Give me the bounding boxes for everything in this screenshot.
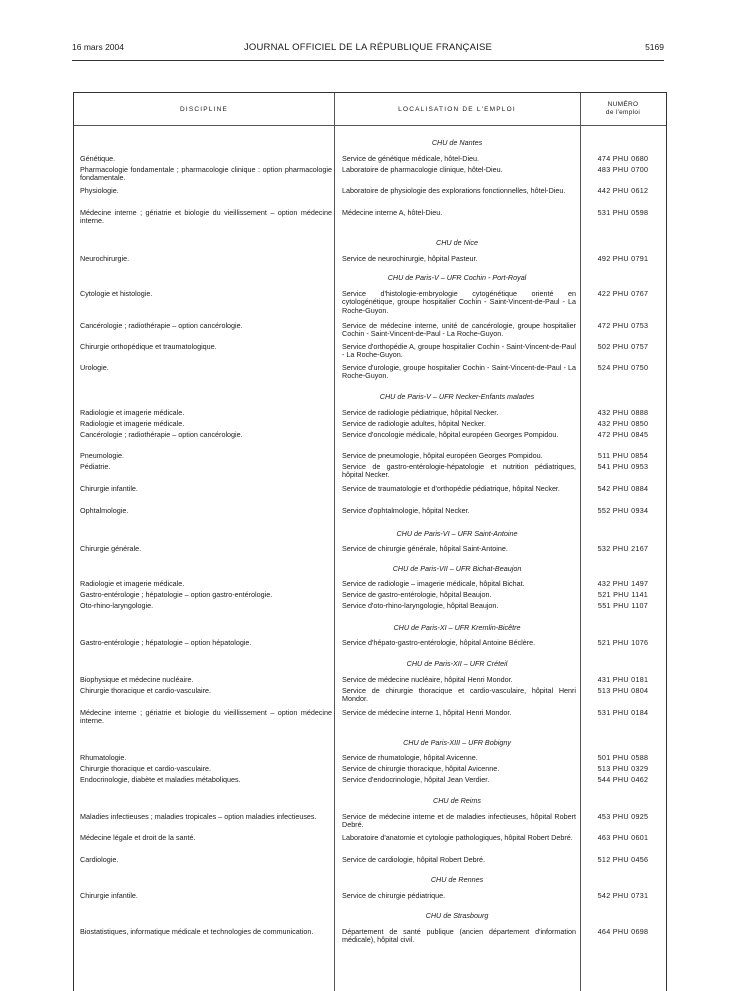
running-header: [72, 42, 664, 56]
discipline-cell: Chirurgie infantile.: [80, 484, 138, 493]
numero-cell: 464 PHU 0698: [597, 927, 649, 936]
section-heading: CHU de Paris-XIII – UFR Bobigny: [403, 738, 511, 747]
localisation-cell: Service de gastro-entérologie-hépatologie et nutrition pédiatriques, hôpital Necker.: [342, 462, 576, 480]
discipline-cell: Pneumologie.: [80, 451, 124, 460]
discipline-cell: Endocrinologie, diabète et maladies métaboliques.: [80, 775, 241, 784]
section-heading: CHU de Paris-V – UFR Cochin - Port-Royal: [387, 273, 527, 282]
discipline-cell: Chirurgie générale.: [80, 544, 142, 553]
discipline-cell: Urologie.: [80, 363, 109, 372]
numero-cell: 511 PHU 0854: [597, 451, 649, 460]
localisation-cell: Service de médecine nucléaire, hôpital Henri Mondor.: [342, 675, 513, 684]
numero-cell: 492 PHU 0791: [597, 254, 649, 263]
section-heading: CHU de Nice: [436, 238, 478, 247]
section-heading: CHU de Reims: [433, 796, 481, 805]
discipline-cell: Pharmacologie fondamentale ; pharmacologie clinique : option pharmacologie fondamentale.: [80, 165, 332, 183]
discipline-cell: Médecine légale et droit de la santé.: [80, 833, 196, 842]
numero-cell: 472 PHU 0753: [597, 321, 649, 330]
localisation-cell: Laboratoire de physiologie des explorations fonctionnelles, hôtel-Dieu.: [342, 186, 566, 195]
numero-cell: 483 PHU 0700: [597, 165, 649, 174]
localisation-cell: Service de radiologie pédiatrique, hôpital Necker.: [342, 408, 499, 417]
numero-cell: 513 PHU 0804: [597, 686, 649, 695]
discipline-cell: Maladies infectieuses ; maladies tropicales – option maladies infectieuses.: [80, 812, 317, 821]
localisation-cell: Service de génétique médicale, hôtel-Dieu.: [342, 154, 480, 163]
header-divider: [74, 125, 666, 126]
numero-cell: 532 PHU 2167: [597, 544, 649, 553]
numero-cell: 542 PHU 0884: [597, 484, 649, 493]
header-discipline: DISCIPLINE: [179, 105, 229, 113]
numero-cell: 422 PHU 0767: [597, 289, 649, 298]
numero-cell: 502 PHU 0757: [597, 342, 649, 351]
numero-cell: 542 PHU 0731: [597, 891, 649, 900]
section-heading: CHU de Paris-VII – UFR Bichat-Beaujon: [392, 564, 522, 573]
numero-cell: 501 PHU 0588: [597, 753, 649, 762]
issue-date: 16 mars 2004: [72, 42, 124, 52]
discipline-cell: Cancérologie ; radiothérapie – option cancérologie.: [80, 321, 243, 330]
localisation-cell: Service de traumatologie et d'orthopédie pédiatrique, hôpital Necker.: [342, 484, 560, 493]
localisation-cell: Service d'oto-rhino-laryngologie, hôpital Beaujon.: [342, 601, 499, 610]
discipline-cell: Radiologie et imagerie médicale.: [80, 579, 185, 588]
localisation-cell: Laboratoire d'anatomie et cytologie pathologiques, hôpital Robert Debré.: [342, 833, 573, 842]
discipline-cell: Médecine interne ; gériatrie et biologie du vieillissement – option médecine interne.: [80, 708, 332, 726]
discipline-cell: Cardiologie.: [80, 855, 119, 864]
section-heading: CHU de Paris-XI – UFR Kremlin-Bicêtre: [393, 623, 521, 632]
section-heading: CHU de Nantes: [431, 138, 483, 147]
discipline-cell: Cancérologie ; radiothérapie – option cancérologie.: [80, 430, 243, 439]
localisation-cell: Service de médecine interne et de maladies infectieuses, hôpital Robert Debré.: [342, 812, 576, 830]
numero-cell: 541 PHU 0953: [597, 462, 649, 471]
numero-cell: 431 PHU 0181: [597, 675, 649, 684]
page-number: 5169: [645, 42, 664, 52]
header-numero: [580, 93, 666, 125]
discipline-cell: Cytologie et histologie.: [80, 289, 153, 298]
column-divider: [334, 93, 335, 991]
numero-cell: 432 PHU 0850: [597, 419, 649, 428]
numero-cell: 552 PHU 0934: [597, 506, 649, 515]
localisation-cell: Service d'hépato-gastro-entérologie, hôpital Antoine Béclère.: [342, 638, 536, 647]
localisation-cell: Service de radiologie – imagerie médicale, hôpital Bichat.: [342, 579, 525, 588]
localisation-cell: Service d'endocrinologie, hôpital Jean Verdier.: [342, 775, 490, 784]
discipline-cell: Gastro-entérologie ; hépatologie – option gastro-entérologie.: [80, 590, 273, 599]
column-divider: [580, 93, 581, 991]
numero-cell: 544 PHU 0462: [597, 775, 649, 784]
localisation-cell: Département de santé publique (ancien département d'information médicale), hôpital civil.: [342, 927, 576, 945]
numero-cell: 531 PHU 0598: [597, 208, 649, 217]
discipline-cell: Gastro-entérologie ; hépatologie – option hépatologie.: [80, 638, 252, 647]
journal-title: JOURNAL OFFICIEL DE LA RÉPUBLIQUE FRANÇAISE: [243, 42, 493, 53]
localisation-cell: Service de cardiologie, hôpital Robert Debré.: [342, 855, 486, 864]
discipline-cell: Rhumatologie.: [80, 753, 127, 762]
section-heading: CHU de Strasbourg: [425, 911, 489, 920]
discipline-cell: Radiologie et imagerie médicale.: [80, 419, 185, 428]
localisation-cell: Service d'urologie, groupe hospitalier Cochin - Saint-Vincent-de-Paul - La Roche-Guyon.: [342, 363, 576, 381]
localisation-cell: Médecine interne A, hôtel-Dieu.: [342, 208, 443, 217]
localisation-cell: Laboratoire de pharmacologie clinique, hôtel-Dieu.: [342, 165, 503, 174]
discipline-cell: Pédiatrie.: [80, 462, 111, 471]
discipline-cell: Ophtalmologie.: [80, 506, 129, 515]
discipline-cell: Chirurgie orthopédique et traumatologique.: [80, 342, 217, 351]
numero-cell: 474 PHU 0680: [597, 154, 649, 163]
localisation-cell: Service de neurochirurgie, hôpital Pasteur.: [342, 254, 478, 263]
numero-cell: 453 PHU 0925: [597, 812, 649, 821]
localisation-cell: Service de pneumologie, hôpital européen Georges Pompidou.: [342, 451, 543, 460]
discipline-cell: Médecine interne ; gériatrie et biologie du vieillissement – option médecine interne.: [80, 208, 332, 226]
localisation-cell: Service de chirurgie thoracique, hôpital Avicenne.: [342, 764, 500, 773]
positions-table: [73, 92, 667, 991]
header-numero-line1: NUMÉRO: [607, 101, 639, 108]
numero-cell: 524 PHU 0750: [597, 363, 649, 372]
discipline-cell: Oto-rhino-laryngologie.: [80, 601, 154, 610]
section-heading: CHU de Paris-VI – UFR Saint-Antoine: [396, 529, 518, 538]
localisation-cell: Service de chirurgie générale, hôpital Saint-Antoine.: [342, 544, 508, 553]
discipline-cell: Chirurgie thoracique et cardio-vasculaire.: [80, 686, 212, 695]
discipline-cell: Chirurgie infantile.: [80, 891, 138, 900]
numero-cell: 551 PHU 1107: [597, 601, 649, 610]
localisation-cell: Service de chirurgie pédiatrique.: [342, 891, 446, 900]
numero-cell: 512 PHU 0456: [597, 855, 649, 864]
discipline-cell: Biophysique et médecine nucléaire.: [80, 675, 194, 684]
discipline-cell: Radiologie et imagerie médicale.: [80, 408, 185, 417]
numero-cell: 513 PHU 0329: [597, 764, 649, 773]
localisation-cell: Service de médecine interne 1, hôpital Henri Mondor.: [342, 708, 512, 717]
section-heading: CHU de Paris-XII – UFR Créteil: [406, 659, 508, 668]
numero-cell: 521 PHU 1076: [597, 638, 649, 647]
localisation-cell: Service de médecine interne, unité de cancérologie, groupe hospitalier Cochin - Saint-Vincent-de-Paul - La Roche-Guyon.: [342, 321, 576, 339]
localisation-cell: Service de rhumatologie, hôpital Avicenne.: [342, 753, 478, 762]
numero-cell: 463 PHU 0601: [597, 833, 649, 842]
localisation-cell: Service de radiologie adultes, hôpital Necker.: [342, 419, 486, 428]
discipline-cell: Biostatistiques, informatique médicale et technologies de communication.: [80, 927, 314, 936]
localisation-cell: Service d'histologie-embryologie cytogénétique orienté en cytologénétique, groupe hospitalier Cochin - Saint-Vincent-de-Paul - La Roche-Guyon.: [342, 289, 576, 315]
numero-cell: 442 PHU 0612: [597, 186, 649, 195]
localisation-cell: Service d'orthopédie A, groupe hospitalier Cochin - Saint-Vincent-de-Paul - La Roche-Guyon.: [342, 342, 576, 360]
numero-cell: 521 PHU 1141: [597, 590, 649, 599]
localisation-cell: Service de gastro-entérologie, hôpital Beaujon.: [342, 590, 492, 599]
section-heading: CHU de Rennes: [430, 875, 484, 884]
discipline-cell: Physiologie.: [80, 186, 119, 195]
header-rule: [72, 60, 664, 61]
localisation-cell: Service d'oncologie médicale, hôpital européen Georges Pompidou.: [342, 430, 559, 439]
discipline-cell: Chirurgie thoracique et cardio-vasculaire.: [80, 764, 212, 773]
header-numero-line2: de l'emploi: [605, 109, 641, 116]
header-localisation: LOCALISATION DE L'EMPLOI: [398, 105, 516, 113]
localisation-cell: Service de chirurgie thoracique et cardio-vasculaire, hôpital Henri Mondor.: [342, 686, 576, 704]
discipline-cell: Génétique.: [80, 154, 116, 163]
localisation-cell: Service d'ophtalmologie, hôpital Necker.: [342, 506, 470, 515]
discipline-cell: Neurochirurgie.: [80, 254, 130, 263]
numero-cell: 472 PHU 0845: [597, 430, 649, 439]
numero-cell: 432 PHU 0888: [597, 408, 649, 417]
numero-cell: 432 PHU 1497: [597, 579, 649, 588]
section-heading: CHU de Paris-V – UFR Necker-Enfants malades: [379, 392, 535, 401]
numero-cell: 531 PHU 0184: [597, 708, 649, 717]
